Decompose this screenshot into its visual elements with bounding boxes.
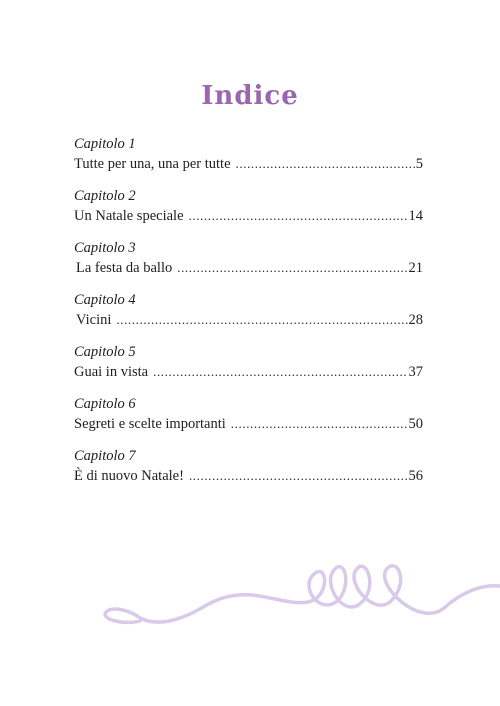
chapter-label: Capitolo 2: [74, 188, 136, 204]
chapter-title: La festa da ballo: [76, 260, 173, 276]
chapter-line: [74, 258, 423, 278]
toc-entry-chapter-2: [74, 186, 423, 238]
chapter-title: Segreti e scelte importanti: [74, 416, 226, 432]
chapter-title: Guai in vista: [74, 364, 149, 380]
chapter-line: [74, 206, 423, 226]
page-title: Indice: [201, 81, 299, 112]
chapter-line: [74, 466, 423, 486]
page-number: 56: [408, 468, 423, 484]
dot-leader: [236, 154, 415, 174]
toc-entry-chapter-4: [74, 290, 423, 342]
chapter-title: È di nuovo Natale!: [74, 468, 184, 484]
chapter-line: [74, 154, 423, 174]
toc-entry-chapter-6: [74, 394, 423, 446]
page-number: 50: [408, 416, 423, 432]
chapter-line: [74, 362, 423, 382]
swirl-ornament: [0, 548, 500, 648]
dot-leader: [189, 466, 408, 486]
dot-leader: [177, 258, 407, 278]
chapter-label: Capitolo 3: [74, 240, 136, 256]
chapter-title: Tutte per una, una per tutte: [74, 156, 231, 172]
dot-leader: [231, 414, 408, 434]
toc-entry-chapter-7: [74, 446, 423, 498]
page-number: 21: [408, 260, 423, 276]
page-number: 28: [408, 312, 423, 328]
chapter-label: Capitolo 7: [74, 448, 136, 464]
swirl-ornament-path: [105, 566, 500, 623]
chapter-line: [74, 414, 423, 434]
toc-entry-chapter-3: [74, 238, 423, 290]
chapter-label: Capitolo 6: [74, 396, 136, 412]
toc-entry-chapter-5: [74, 342, 423, 394]
chapter-label: Capitolo 5: [74, 344, 136, 360]
dot-leader: [189, 206, 408, 226]
page-number: 14: [408, 208, 423, 224]
chapter-title: Vicini: [76, 312, 112, 328]
toc-entry-chapter-1: [74, 134, 423, 186]
page-number: 5: [415, 156, 423, 172]
chapter-label: Capitolo 4: [74, 292, 136, 308]
dot-leader: [116, 310, 407, 330]
chapter-label: Capitolo 1: [74, 136, 136, 152]
page-number: 37: [408, 364, 423, 380]
chapter-line: [74, 310, 423, 330]
table-of-contents: [74, 134, 423, 498]
chapter-title: Un Natale speciale: [74, 208, 184, 224]
dot-leader: [153, 362, 407, 382]
